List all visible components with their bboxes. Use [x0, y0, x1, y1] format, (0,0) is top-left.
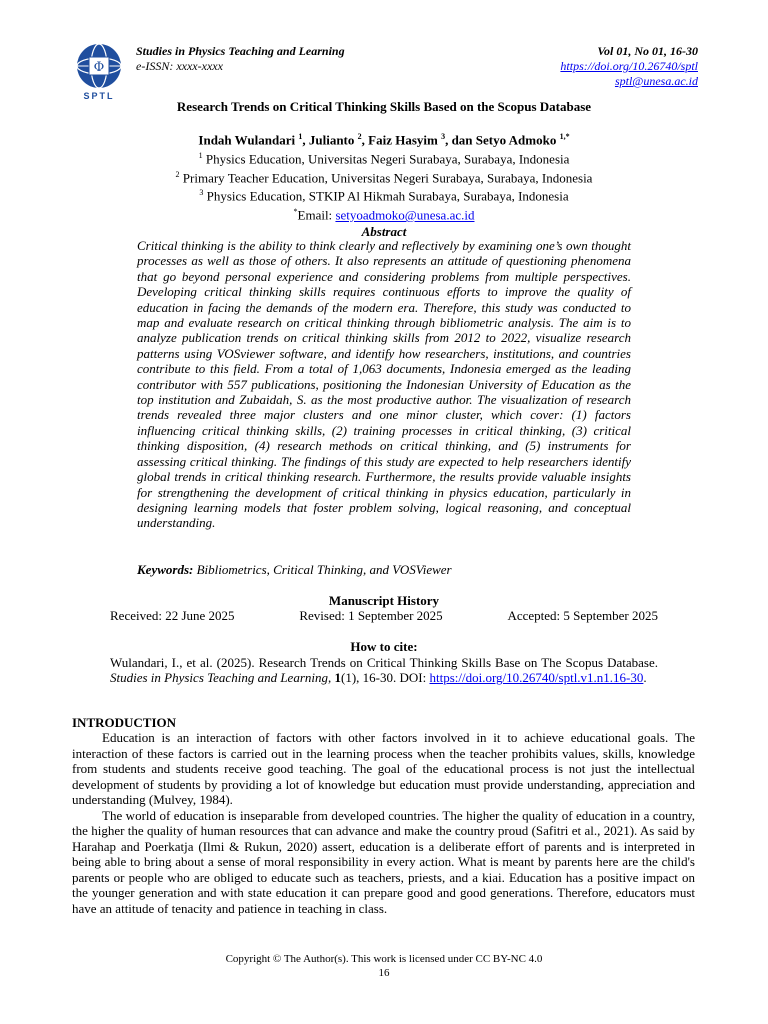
- journal-email-link[interactable]: sptl@unesa.ac.id: [614, 74, 698, 88]
- eissn: e-ISSN: xxxx-xxxx: [136, 59, 223, 73]
- affiliation: [0, 148, 768, 167]
- email-sup: *: [293, 207, 298, 217]
- citation-text: ,: [328, 670, 335, 686]
- author-list: [0, 129, 768, 148]
- paragraph: The world of education is inseparable from developed countries. The higher the quality of education in a country, the higher the quality of human resources that can advance and make the country proud (Safitri et al., 2021). As said by Harahap and Poerkatja (Ilmi & Rukun, 2020) assert, education is a deliberate effort of parents and is interpreted in being able to bring about a sense of moral responsibility in every action. What is meant by parents here are the child's parents or people who are obliged to educate such as teachers, priests, and a kiai. Education has a positive impact on the younger generation and with state education it can prepare good and good generations. Therefore, educators must have an attitude of tenacity and patience in teaching in class.: [72, 807, 695, 916]
- citation-doi-link[interactable]: https://doi.org/10.26740/sptl.v1.n1.16-30: [429, 670, 644, 686]
- journal-logo: [72, 42, 126, 102]
- article-title: Research Trends on Critical Thinking Skills Based on the Scopus Database: [176, 99, 592, 114]
- author-email-link[interactable]: setyoadmoko@unesa.ac.id: [335, 207, 475, 223]
- svg-text:Φ: Φ: [93, 60, 105, 75]
- affiliation: [0, 185, 768, 204]
- affiliation-sup: 1: [198, 150, 203, 160]
- abstract-heading: Abstract: [361, 224, 407, 239]
- keywords-label: Keywords:: [137, 562, 194, 577]
- author-sup: 3: [441, 132, 446, 141]
- citation-text: .: [643, 670, 647, 686]
- paragraph: Education is an interaction of factors with other factors involved in it to achieve educational goals. The interaction of these factors is carried out in the learning process when the teacher prohibits values, skills, knowledge from students and students receive good teaching. The goal of the educational process is not just the intellectual development of students by providing a lot of knowledge but education must provide understanding, appreciation and understanding (Mulvey, 1984).: [72, 730, 695, 807]
- copyright-notice: Copyright © The Author(s). This work is licensed under CC BY-NC 4.0: [225, 953, 543, 965]
- affiliation-text: Physics Education, STKIP Al Hikmah Surabaya, Surabaya, Indonesia: [203, 188, 569, 204]
- author-block: [0, 129, 768, 223]
- logo-label: SPTL: [83, 91, 115, 101]
- manuscript-history-heading: Manuscript History: [328, 593, 440, 608]
- citation-text: (1), 16-30. DOI:: [341, 670, 430, 686]
- author-sup: 1: [298, 132, 303, 141]
- citation-volume: 1: [334, 670, 341, 686]
- manuscript-history: [110, 608, 658, 624]
- page-footer: [0, 952, 768, 980]
- keywords: [137, 562, 452, 578]
- affiliation-sup: 2: [175, 169, 180, 179]
- author-name: , Julianto: [302, 132, 358, 148]
- affiliation-text: Physics Education, Universitas Negeri Surabaya, Surabaya, Indonesia: [202, 151, 570, 167]
- revised-date: Revised: 1 September 2025: [299, 608, 443, 623]
- header-right: [560, 44, 698, 89]
- abstract-text: Critical thinking is the ability to think clearly and reflectively by examining one’s own thought processes as well as those of others. It also represents an attitude of questioning phenomena that go beyond personal experience and considering problems from multiple perspectives. Developing critical thinking skills requires continuous efforts to improve the quality of education in facing the demands of the modern era. Therefore, this study was conducted to map and evaluate research on critical thinking through bibliometric analysis. The aim is to analyze publication trends on critical thinking skills from 2012 to 2022, visualize research patterns using VOSviewer software, and identify how researchers, institutions, and countries contribute to this field. From a total of 1,063 documents, Indonesia emerged as the leading contributor with 557 publications, positioning the Indonesian University of Education as the top institution and Zubaidah, S. as the most productive author. The visualization of research trends revealed three major clusters and one minor cluster, which cover: (1) factors influencing critical thinking skills, (2) training processes in critical thinking, (3) critical thinking disposition, (4) research methods on critical thinking, and (5) instruments for assessing critical thinking. The findings of this study are expected to help researchers identify global trends in critical thinking research. Furthermore, the results provide valuable insights for strengthening the development of critical thinking in physics education, particularly in designing learning models that foster problem solving, logical reasoning, and conceptual understanding.: [137, 238, 631, 531]
- citation: [110, 655, 658, 686]
- journal-name: Studies in Physics Teaching and Learning: [136, 44, 345, 58]
- author-sup: 2: [357, 132, 362, 141]
- author-name: , dan Setyo Admoko: [445, 132, 560, 148]
- corresponding-email: [0, 204, 768, 223]
- keywords-list: Bibliometrics, Critical Thinking, and VOSViewer: [193, 562, 452, 577]
- author-name: Indah Wulandari: [198, 132, 299, 148]
- affiliation: [0, 167, 768, 186]
- citation-journal: Studies in Physics Teaching and Learning: [110, 670, 328, 686]
- page-number: 16: [378, 967, 390, 979]
- email-label: Email:: [297, 207, 336, 223]
- author-sup: 1,*: [559, 132, 570, 141]
- journal-doi-link[interactable]: https://doi.org/10.26740/sptl: [560, 59, 698, 73]
- introduction-heading: INTRODUCTION: [72, 715, 177, 730]
- received-date: Received: 22 June 2025: [110, 608, 235, 623]
- citation-text: Wulandari, I., et al. (2025). Research Trends on Critical Thinking Skills Base on The Scopus Database.: [110, 655, 658, 670]
- accepted-date: Accepted: 5 September 2025: [507, 608, 658, 623]
- how-to-cite-heading: How to cite:: [350, 639, 418, 654]
- author-name: , Faiz Hasyim: [361, 132, 442, 148]
- page-header: [72, 42, 698, 102]
- introduction-body: [72, 730, 695, 916]
- volume-info: Vol 01, No 01, 16-30: [597, 44, 698, 58]
- affiliation-sup: 3: [199, 188, 204, 198]
- affiliation-text: Primary Teacher Education, Universitas Negeri Surabaya, Surabaya, Indonesia: [179, 169, 593, 185]
